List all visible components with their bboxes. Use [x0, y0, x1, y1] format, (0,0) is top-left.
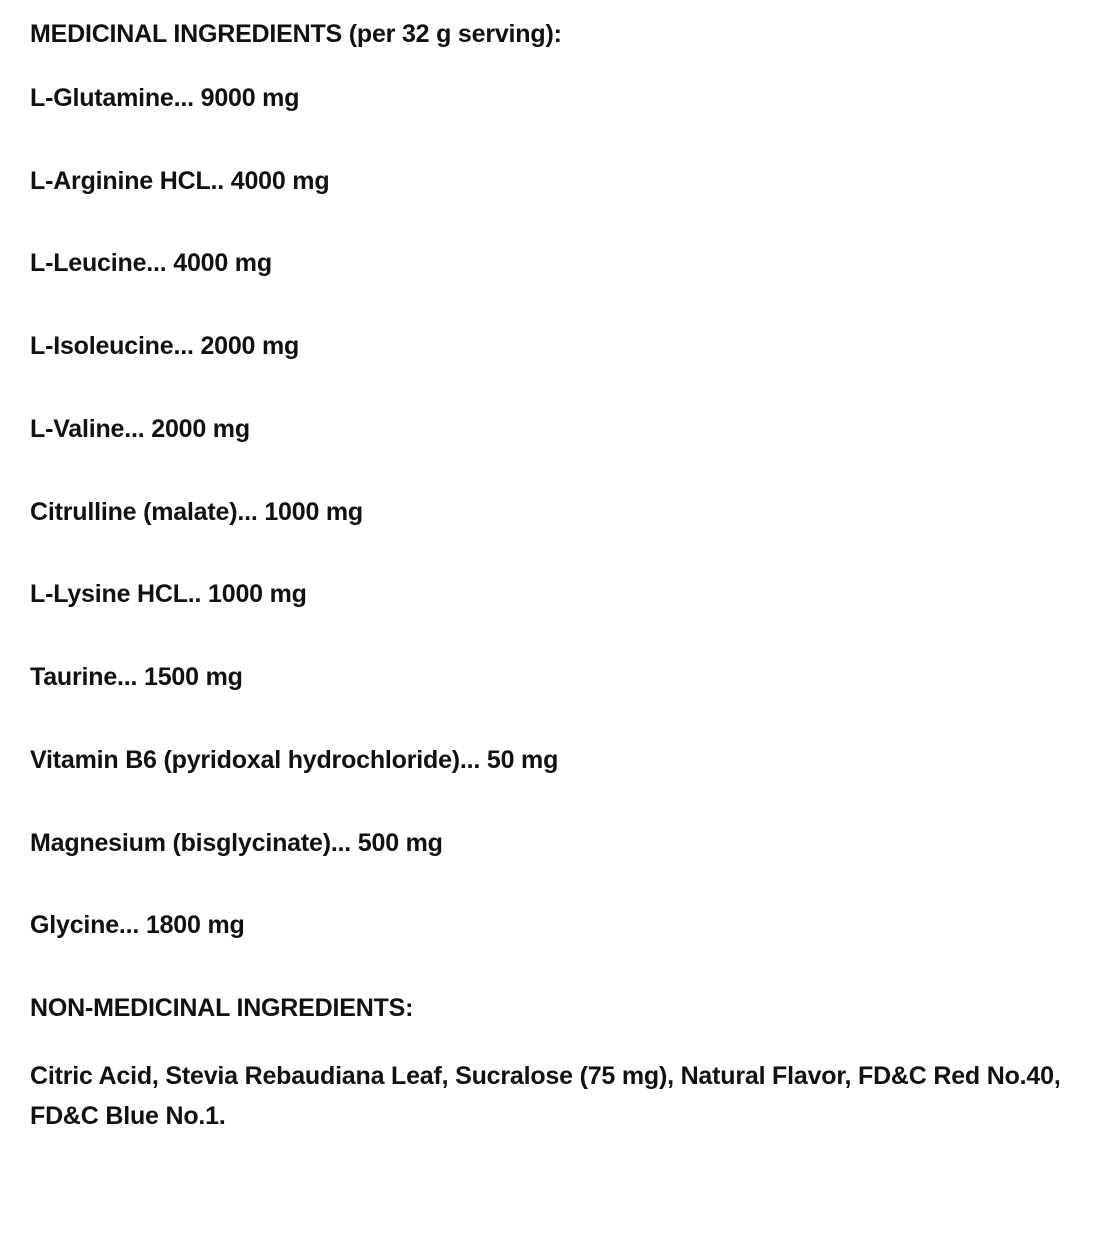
list-item: L-Valine... 2000 mg [30, 414, 250, 443]
list-item: Taurine... 1500 mg [30, 663, 243, 691]
list-item: Citrulline (malate)... 1000 mg [30, 497, 363, 526]
list-item: L-Arginine HCL.. 4000 mg [30, 166, 330, 195]
list-item: Magnesium (bisglycinate)... 500 mg [30, 828, 443, 857]
list-item: L-Lysine HCL.. 1000 mg [30, 580, 307, 609]
list-item: L-Glutamine... 9000 mg [30, 83, 300, 112]
list-item: Vitamin B6 (pyridoxal hydrochloride)... 50 mg [30, 745, 559, 774]
list-item: L-Leucine... 4000 mg [30, 249, 272, 278]
medicinal-ingredients-list [30, 82, 1090, 943]
non-medicinal-ingredients-heading: NON-MEDICINAL INGREDIENTS: [30, 994, 414, 1022]
medicinal-ingredients-heading: MEDICINAL INGREDIENTS (per 32 g serving): [30, 20, 562, 48]
list-item: L-Isoleucine... 2000 mg [30, 332, 300, 360]
list-item: Glycine... 1800 mg [30, 911, 245, 940]
non-medicinal-ingredients-text: Citric Acid, Stevia Rebaudiana Leaf, Sucralose (75 mg), Natural Flavor, FD&C Red No.40, FD&C Blue No.1. [30, 1061, 1061, 1131]
